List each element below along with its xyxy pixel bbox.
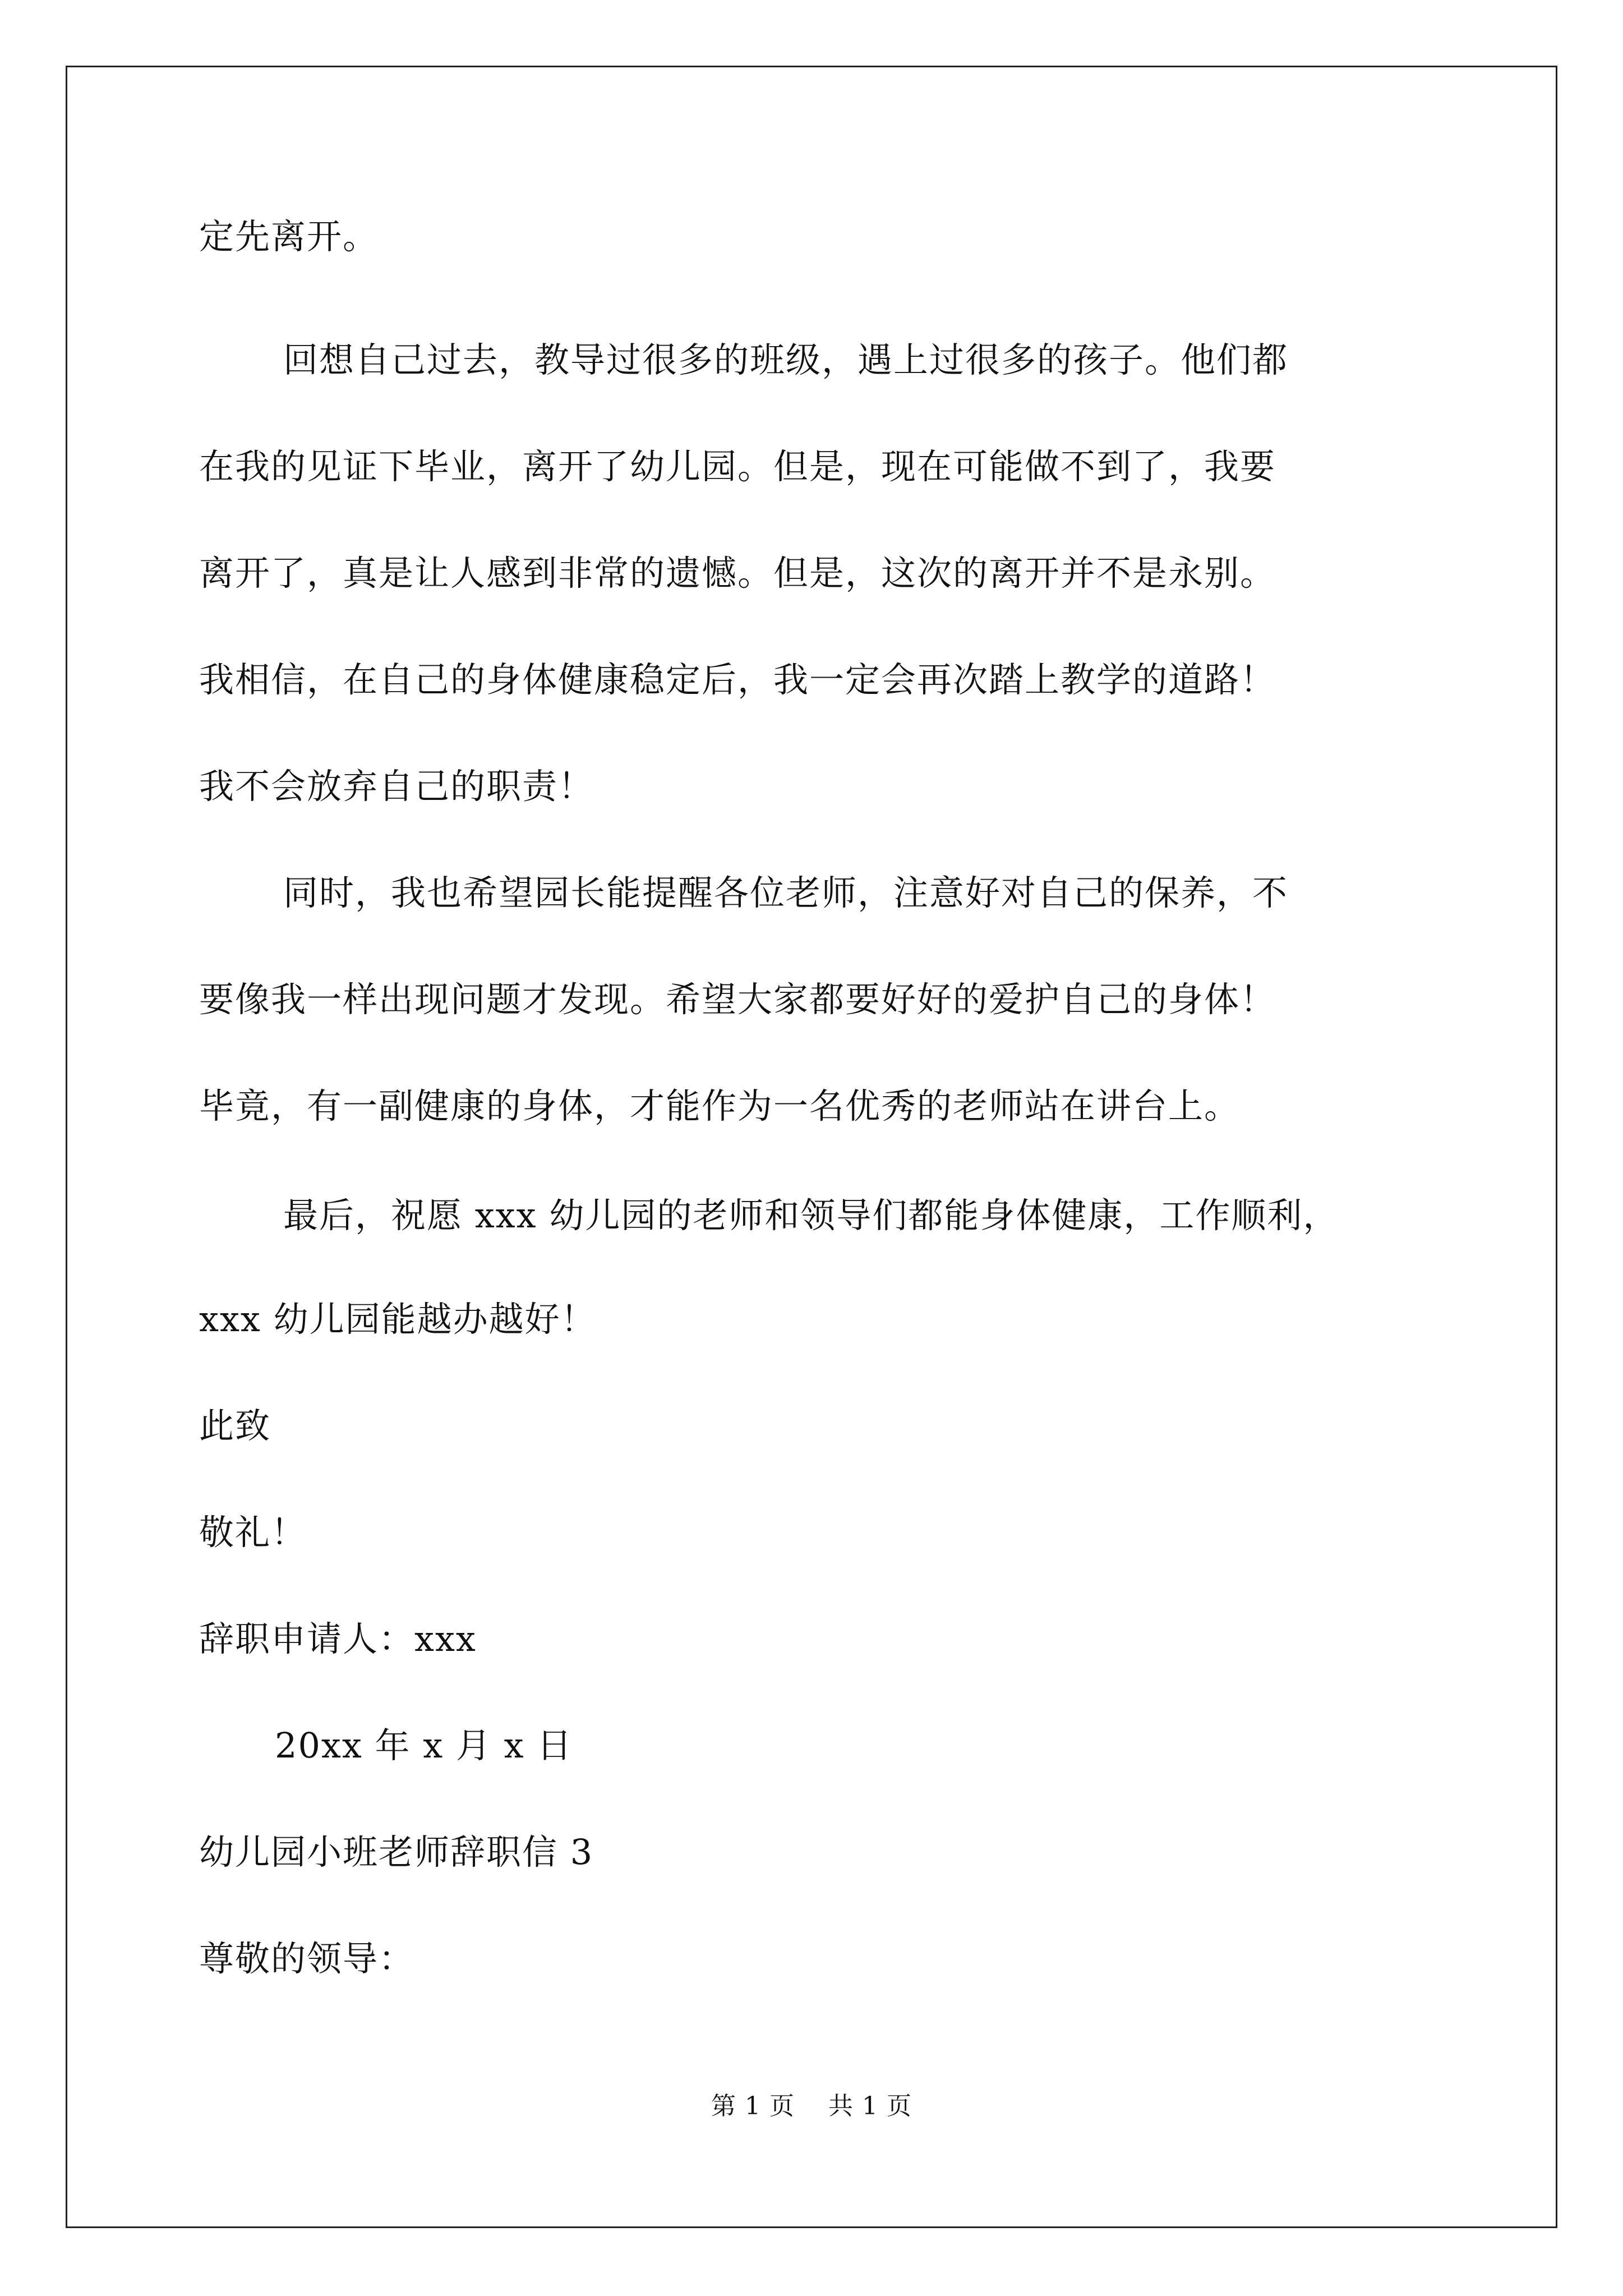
paragraph-line: 最后，祝愿 xxx 幼儿园的老师和领导们都能身体健康，工作顺利， <box>283 1195 1339 1236</box>
page-footer <box>0 2090 1623 2123</box>
page-border <box>66 66 1557 2228</box>
closing-regards: 敬礼！ <box>199 1512 307 1553</box>
paragraph-line: 同时，我也希望园长能提醒各位老师，注意好对自己的保养，不 <box>283 872 1289 913</box>
date-line: 20xx 年 x 月 x 日 <box>275 1725 573 1766</box>
paragraph-line: xxx 幼儿园能越办越好！ <box>199 1299 597 1340</box>
page-total: 共 1 页 <box>828 2092 912 2120</box>
page-number: 第 1 页 <box>711 2092 795 2120</box>
paragraph-line: 我相信，在自己的身体健康稳定后，我一定会再次踏上教学的道路！ <box>199 659 1276 700</box>
closing-salutation: 此致 <box>199 1405 271 1446</box>
paragraph-line: 回想自己过去，教导过很多的班级，遇上过很多的孩子。他们都 <box>283 339 1289 380</box>
greeting-line: 尊敬的领导： <box>199 1938 415 1979</box>
section-title: 幼儿园小班老师辞职信 3 <box>199 1832 594 1872</box>
paragraph-line: 在我的见证下毕业，离开了幼儿园。但是，现在可能做不到了，我要 <box>199 446 1276 487</box>
paragraph-line: 毕竟，有一副健康的身体，才能作为一名优秀的老师站在讲台上。 <box>199 1085 1241 1126</box>
signature-line: 辞职申请人：xxx <box>199 1618 477 1659</box>
paragraph-line: 定先离开。 <box>199 216 379 257</box>
paragraph-line: 离开了，真是让人感到非常的遗憾。但是，这次的离开并不是永别。 <box>199 553 1276 593</box>
paragraph-line: 我不会放弃自己的职责！ <box>199 766 594 807</box>
paragraph-line: 要像我一样出现问题才发现。希望大家都要好好的爱护自己的身体！ <box>199 979 1276 1020</box>
